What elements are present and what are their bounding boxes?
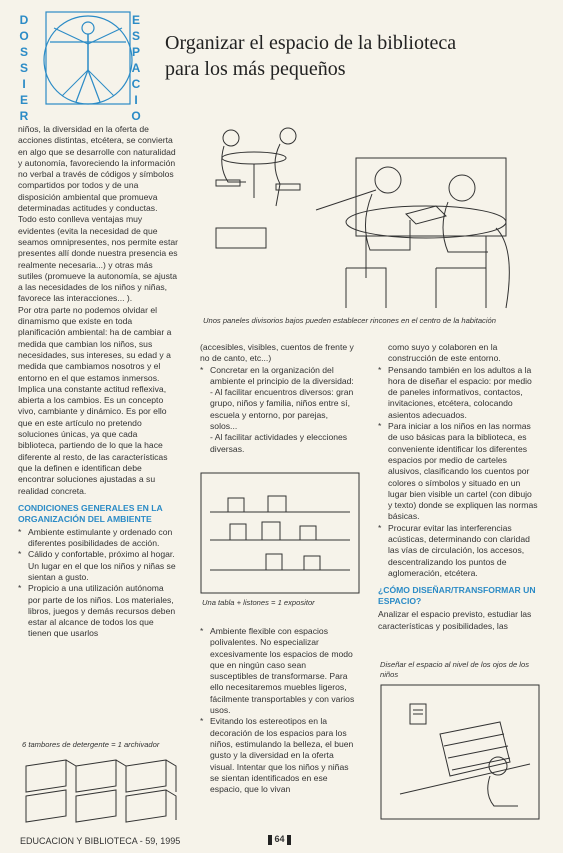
caption: Una tabla + listones = 1 expositor <box>202 598 315 607</box>
section-heading: ¿CÓMO DISEÑAR/TRANSFORMAR UN ESPACIO? <box>378 585 536 607</box>
column-3 <box>378 342 538 632</box>
column-2 <box>200 342 355 455</box>
caption: Unos paneles divisorios bajos pueden establecer rincones en el centro de la habitación <box>203 316 496 325</box>
reading-tables-illustration <box>196 118 536 318</box>
badge-letter: P <box>131 45 140 59</box>
bullet-item: * Para iniciar a los niños en las normas de uso básicas para la biblioteca, es conveniente identificar los diferentes espacios por medio de carteles alusivos, clasificando los cuentos por colores o símbolos y situado en un lugar bien visible un cartel (con dibujo y texto) donde se expliquen las normas básicas. <box>378 421 538 523</box>
bullet-item: * Concretar en la organización del ambiente el principio de la diversidad: <box>200 365 355 388</box>
badge-letter: S <box>19 45 28 59</box>
paragraph: (accesibles, visibles, cuentos de frente y no de canto, etc...) <box>200 342 354 364</box>
shelf-illustration <box>200 472 360 594</box>
badge-letter: I <box>134 93 138 107</box>
title-line-2: para los más pequeños <box>165 58 346 80</box>
page-number <box>268 834 291 845</box>
paragraph: como suyo y colaboren en la construcción de este entorno. <box>388 342 501 364</box>
badge-letter: O <box>131 109 141 123</box>
badge-letter: O <box>19 29 29 43</box>
caption: 6 tambores de detergente = 1 archivador <box>22 740 160 749</box>
child-shelf-illustration <box>380 684 540 820</box>
badge-letter: E <box>19 93 28 107</box>
paragraph: Todo esto conlleva ventajas muy evidentes (evita la necesidad de que seamos omnipresentes, nos permite estar presentes allí donde nuestra presencia es realmente necesaria...) y otras más sutiles (promueve la autonomía, se ajusta a las necesidades de los niños y niñas, favorece las interacciones... ). <box>18 214 179 304</box>
paragraph: Analizar el espacio previsto, estudiar las características y posibilidades, las <box>378 609 532 631</box>
page-number-text: 64 <box>274 834 285 844</box>
drums-illustration <box>22 756 180 826</box>
badge-letter: D <box>19 13 29 27</box>
badge-letter: S <box>131 29 140 43</box>
bullet-item: * Ambiente flexible con espacios polivalentes. No especializar excesivamente los espacios de modo que en ningún caso sean susceptibles de transformarse. Para ello necesitaremos muebles ligeros, fácilmente transportables y con varios usos. <box>200 626 355 716</box>
badge-letter: C <box>131 77 141 91</box>
sub-item: - Al facilitar encuentros diversos: gran grupo, niños y familia, niños entre sí, escuela y entorno, por parejas, solos... <box>210 387 354 432</box>
dossier-letters <box>18 12 30 124</box>
espacio-letters <box>130 12 142 124</box>
section-heading: CONDICIONES GENERALES EN LA ORGANIZACIÓN DEL AMBIENTE <box>18 502 163 524</box>
caption: Diseñar el espacio al nivel de los ojos de los niños <box>380 660 530 679</box>
badge-letter: S <box>19 61 28 75</box>
sub-item: - Al facilitar actividades y elecciones diversas. <box>210 432 348 454</box>
bullet-item: * Cálido y confortable, próximo al hogar. Un lugar en el que los niños y niñas se sientan a gusto. <box>18 549 178 583</box>
footer-publication: EDUCACION Y BIBLIOTECA - 59, 1995 <box>20 836 181 846</box>
page-marker-left <box>268 835 272 845</box>
paragraph: Por otra parte no podemos olvidar el dinamismo que existe en toda planificación ambiental: ha de cambiar a medida que cambian los niños, sus necesidades, sus intereses, su edad y a medida que cambiamos nosotros y el entorno en el que estamos inmersos. Implica una constante actitud reflexiva, abierta a los cambios. Es un concepto vivo, cambiante y dinámico. Es por ello que en este artículo no pretendo soluciones únicas, ya que cada biblioteca, partiendo de lo que la hace diferente al resto, de las características que la definen e identifican debe encontrar soluciones ajustadas a su realidad concreta. <box>18 304 172 496</box>
badge-letter: E <box>131 13 140 27</box>
bullet-item: * Evitando los estereotipos en la decoración de los espacios para los niños, estimulando la belleza, el buen gusto y la diversidad en la oferta visual. Intentar que los niños y niñas se sientan identificados en ese espacio, que lo vivan <box>200 716 355 795</box>
bullet-item: * Propicio a una utilización autónoma por parte de los niños. Los materiales, libros, juegos y demás recursos deben estar al alcance de todos los que tienen que usarlos <box>18 583 178 639</box>
title-line-1: Organizar el espacio de la biblioteca <box>165 32 457 54</box>
bullet-item: * Pensando también en los adultos a la hora de diseñar el espacio: por medio de paneles informativos, contactos, invitaciones, etcétera, colocando asientos adecuados. <box>378 365 538 421</box>
column-1 <box>18 124 178 640</box>
paragraph: niños, la diversidad en la oferta de acciones distintas, etcétera, se convierta en algo que se desarrolle con naturalidad y autonomía, favoreciendo la información no verbal a través de códigos y símbolos compartidos por todos y de una disposición ambiental que promueva determinadas actitudes y conductas. <box>18 124 176 214</box>
column-2-continued <box>200 626 355 795</box>
badge-letter: A <box>131 61 141 75</box>
badge-letter: R <box>19 109 29 123</box>
badge-letter: I <box>22 77 26 91</box>
page-marker-right <box>287 835 291 845</box>
page-title <box>165 30 456 82</box>
bullet-item: * Procurar evitar las interferencias acústicas, determinando con claridad las vías de circulación, los accesos, descentralizando los puntos de aglomeración, etcétera. <box>378 523 538 579</box>
bullet-item: * Ambiente estimulante y ordenado con diferentes posibilidades de acción. <box>18 527 178 550</box>
